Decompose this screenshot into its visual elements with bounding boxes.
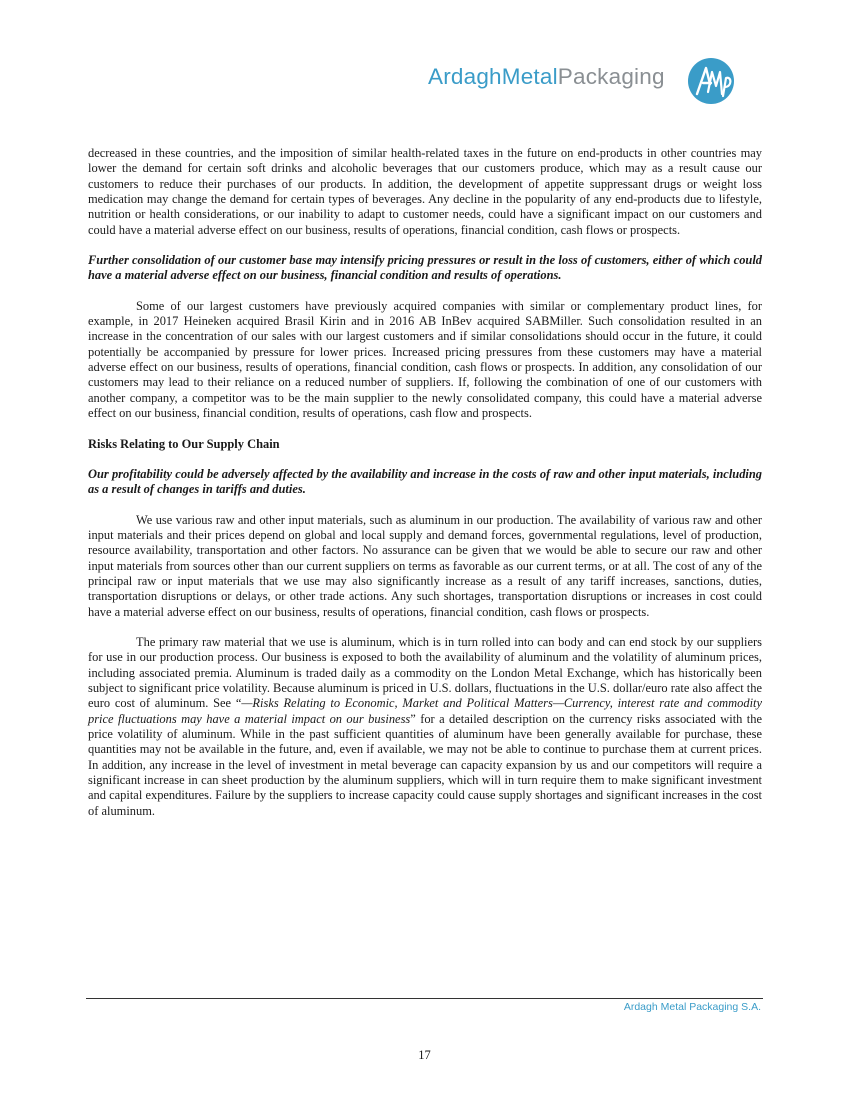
amp-logo-icon (686, 56, 736, 106)
document-body (88, 146, 762, 819)
paragraph-raw-materials: We use various raw and other input materials, such as aluminum in our production. The availability of various raw and other input materials and their prices depend on global and local supply and demand forces, governmental regulations, level of production, resource availability, transportation and other factors. No assurance can be given that we would be able to secure our raw and other input materials from sources other than our current suppliers on terms as favorable as our current terms, or at all. The cost of any of the principal raw or input materials that we use may also significantly increase as a result of any tariff increases, sanctions, duties, transportation disruptions or delays, or other trade actions. Any such shortages, transportation disruptions or increases in cost could have a material adverse effect on our business, results of operations, financial condition, cash flows or prospects. (88, 512, 762, 619)
paragraph-continued: decreased in these countries, and the imposition of similar health-related taxes in the future on end-products in other countries may lower the demand for certain soft drinks and alcoholic beverages that our customers produce, which may as a result cause our customers to reduce their purchases of our products. In addition, the development of appetite suppressant drugs or weight loss medication may change the demand for certain types of beverages. Any decline in the popularity of any end-products due to lifestyle, nutrition or health considerations, or our inability to adapt to customer needs, could have a significant impact on our customers and could have a material adverse effect on our business, results of operations, financial condition, cash flows or prospects. (88, 146, 762, 237)
risk-heading-raw-materials: Our profitability could be adversely affected by the availability and increase in the costs of raw and other input materials, including as a result of changes in tariffs and duties. (88, 466, 762, 497)
section-heading-supply-chain: Risks Relating to Our Supply Chain (88, 436, 280, 451)
paragraph-customer-consolidation: Some of our largest customers have previously acquired companies with similar or complementary product lines, for example, in 2017 Heineken acquired Brasil Kirin and in 2016 AB InBev acquired SABMiller. Such consolidation resulted in an increase in the concentration of our sales with our largest customers and if similar consolidations should occur in the future, it could potentially be accompanied by pressure for lower prices. Increased pricing pressures from these customers may have a material adverse effect on our business, results of operations, financial condition, cash flows or prospects. In addition, any consolidation of our customers may lead to their reliance on a reduced number of suppliers. If, following the combination of one of our customers with another company, a competitor was to be the main supplier to the newly consolidated company, this could have a material adverse effect on our business, financial condition, results of operations, cash flow and prospects. (88, 298, 762, 421)
footer-company-name: Ardagh Metal Packaging S.A. (623, 1001, 761, 1013)
logo-wordmark: ArdaghMetalPackaging (428, 64, 665, 89)
footer-divider (86, 998, 763, 999)
page-number: 17 (418, 1048, 431, 1062)
paragraph-aluminum: The primary raw material that we use is aluminum, which is in turn rolled into can body and can end stock by our suppliers for use in our production process. Our business is exposed to both the availability of aluminum and the volatility of aluminum prices, including associated premia. Aluminum is traded daily as a commodity on the London Metal Exchange, which has historically been subject to significant price volatility. Because aluminum is priced in U.S. dollars, fluctuations in the U.S. dollar/euro rate also affect the euro cost of aluminum. See “—Risks Relating to Economic, Market and Political Matters—Currency, interest rate and commodity price fluctuations may have a material impact on our business” for a detailed description on the currency risks associated with the price volatility of aluminum. While in the past sufficient quantities of aluminum have been generally available for purchase, these quantities may not be available in the future, and, even if available, we may not be able to continue to purchase them at current prices. In addition, any increase in the level of investment in metal beverage can capacity expansion by us and our competitors will require a significant increase in can sheet production by the aluminum suppliers, which will in turn require them to make significant investment and capital expenditures. Failure by the suppliers to increase capacity could cause supply shortages and significant increases in the cost of aluminum. (88, 634, 762, 818)
cross-reference-link: —Risks Relating to Economic, Market and Political Matters—Currency, interest rate and commodity price fluctuations may have a material impact on our business (88, 696, 762, 726)
risk-heading-customer-consolidation: Further consolidation of our customer base may intensify pricing pressures or result in the loss of customers, either of which could have a material adverse effect on our business, financial condition and results of operations. (88, 253, 762, 283)
